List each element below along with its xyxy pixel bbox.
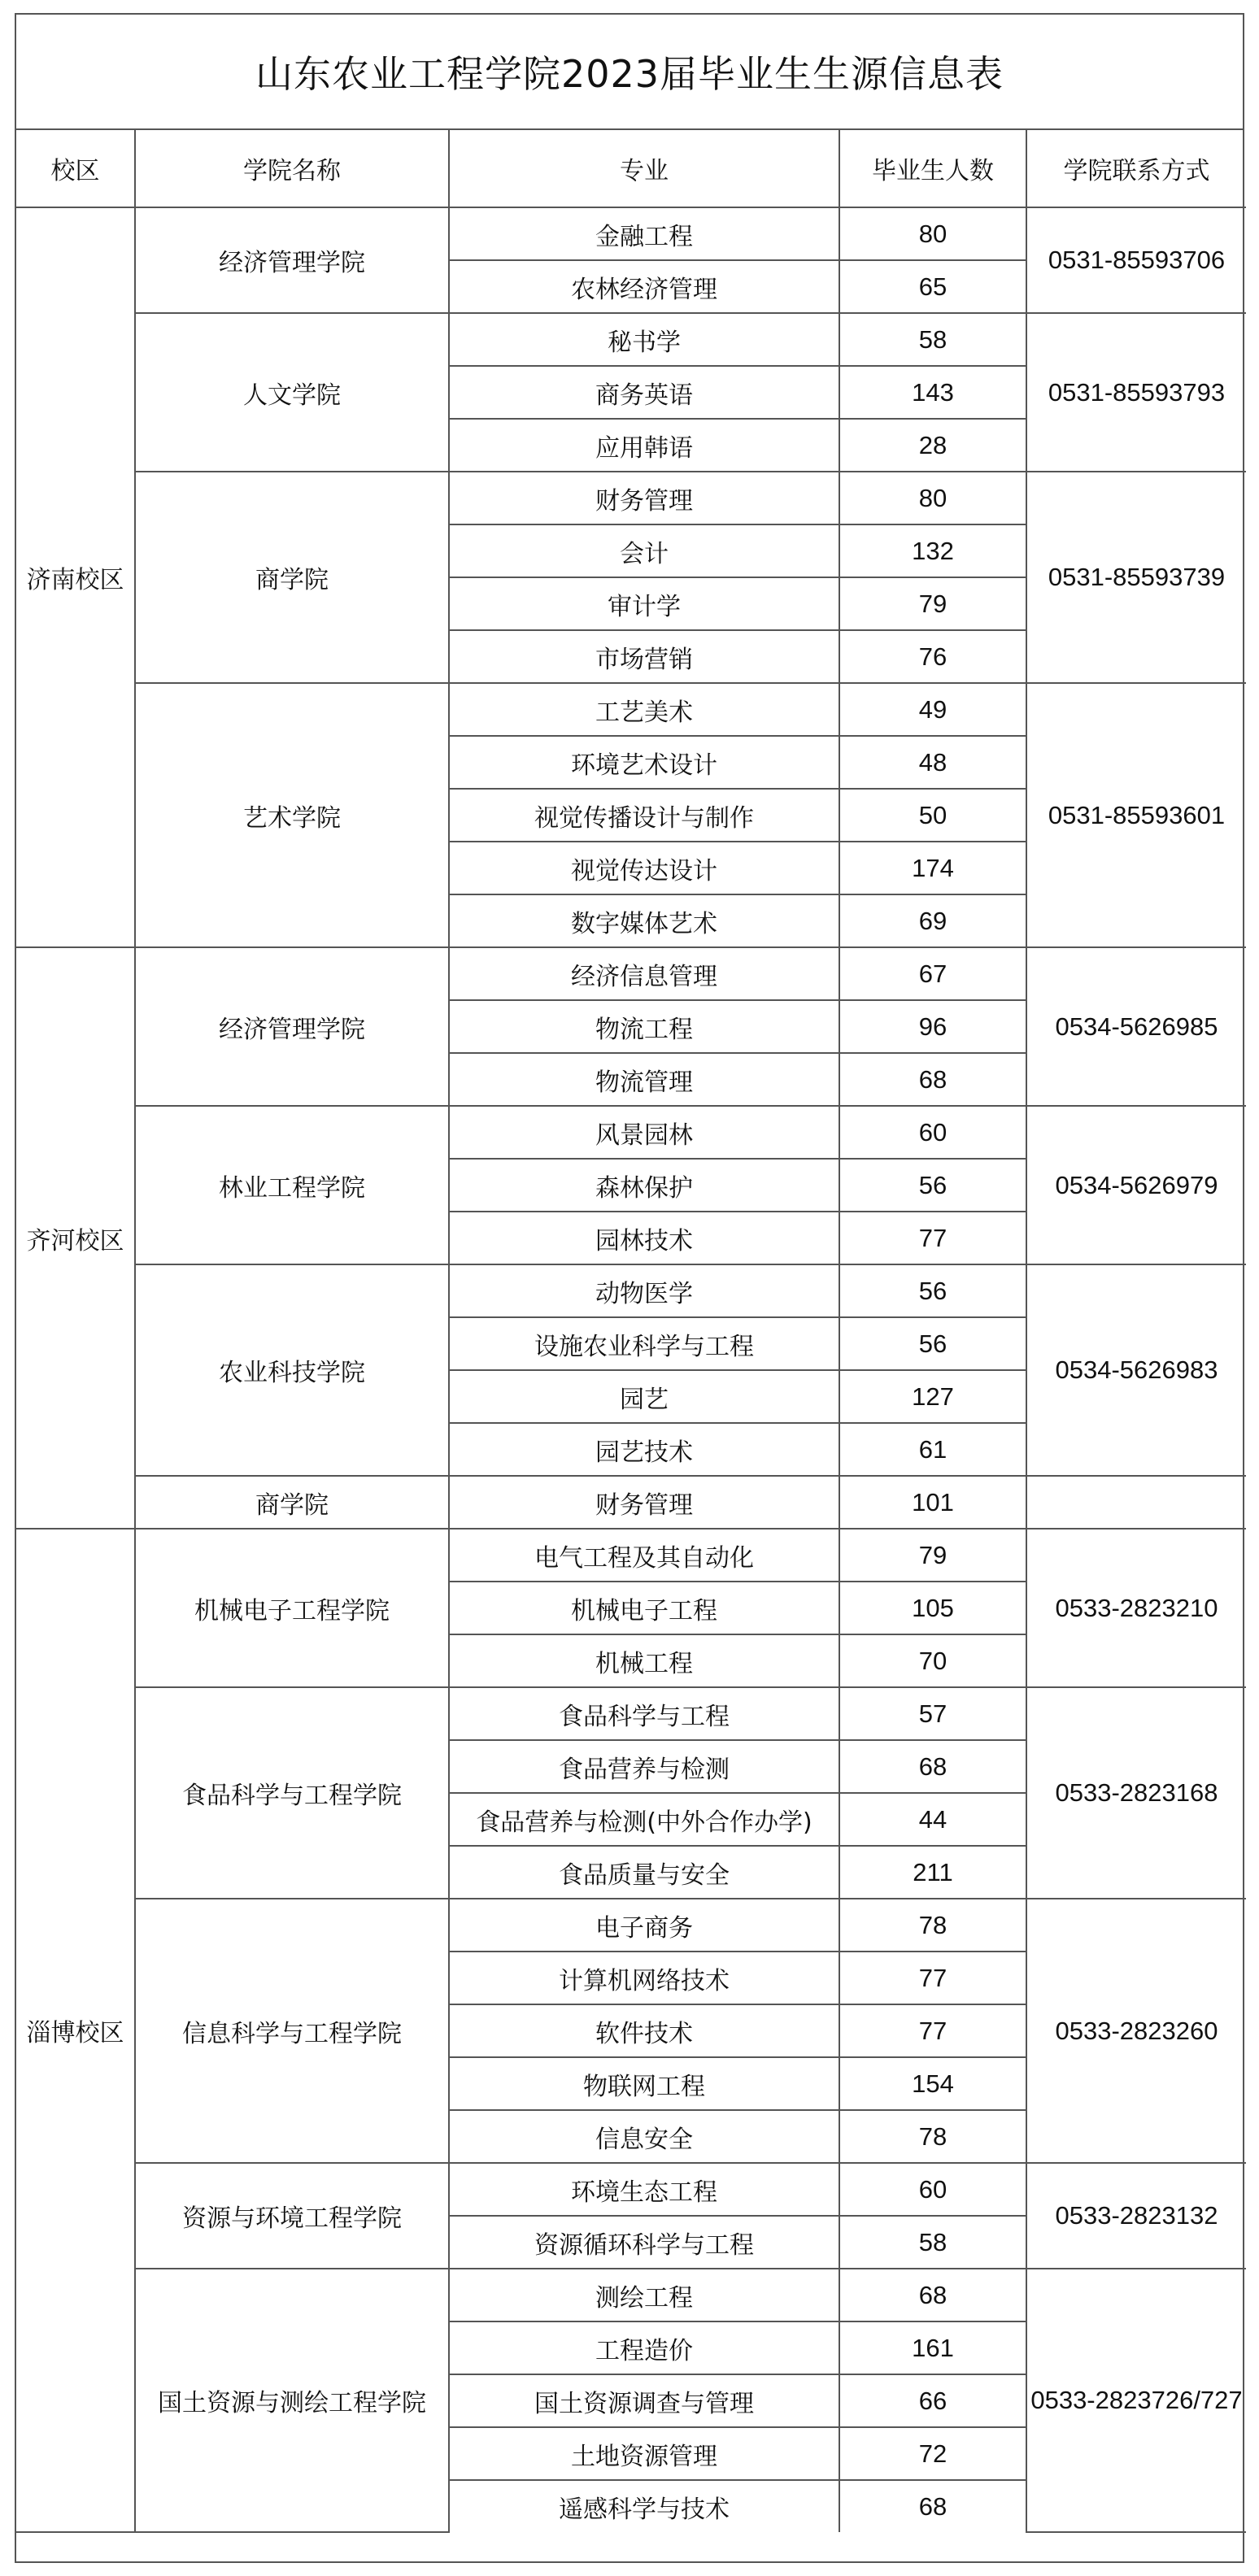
graduate-count: 56	[839, 1159, 1026, 1212]
major-name: 软件技术	[449, 2004, 839, 2057]
major-name: 信息安全	[449, 2110, 839, 2163]
college-phone: 0531-85593706	[1026, 207, 1246, 313]
college-name: 商学院	[135, 1476, 449, 1529]
college-phone: 0533-2823168	[1026, 1687, 1246, 1899]
major-name: 数字媒体艺术	[449, 894, 839, 947]
college-name: 林业工程学院	[135, 1106, 449, 1264]
page-title: 山东农业工程学院2023届毕业生生源信息表	[16, 15, 1243, 130]
table-row	[16, 207, 1246, 260]
graduate-count: 58	[839, 313, 1026, 366]
major-name: 审计学	[449, 577, 839, 630]
graduate-count: 57	[839, 1687, 1026, 1740]
graduate-table	[16, 130, 1246, 2533]
table-row	[16, 2163, 1246, 2216]
graduate-count: 44	[839, 1793, 1026, 1846]
major-name: 工艺美术	[449, 683, 839, 736]
college-phone: 0534-5626983	[1026, 1264, 1246, 1476]
major-name: 财务管理	[449, 1476, 839, 1529]
graduate-count: 79	[839, 1529, 1026, 1582]
college-name: 人文学院	[135, 313, 449, 472]
header-contact: 学院联系方式	[1026, 130, 1246, 207]
campus-name: 淄博校区	[16, 1529, 135, 2532]
table-row	[16, 1899, 1246, 1952]
info-sheet	[15, 13, 1244, 2563]
graduate-count: 101	[839, 1476, 1026, 1529]
college-phone	[1026, 1476, 1246, 1529]
graduate-count: 79	[839, 577, 1026, 630]
graduate-count: 68	[839, 1053, 1026, 1106]
major-name: 计算机网络技术	[449, 1952, 839, 2004]
graduate-count: 132	[839, 524, 1026, 577]
graduate-count: 68	[839, 1740, 1026, 1793]
graduate-count: 96	[839, 1000, 1026, 1053]
graduate-count: 65	[839, 260, 1026, 313]
graduate-count: 161	[839, 2321, 1026, 2374]
graduate-count: 70	[839, 1634, 1026, 1687]
table-row	[16, 313, 1246, 366]
graduate-count: 77	[839, 1952, 1026, 2004]
college-name: 国土资源与测绘工程学院	[135, 2269, 449, 2532]
campus-name: 齐河校区	[16, 947, 135, 1529]
college-phone: 0533-​2823726/727	[1026, 2269, 1246, 2532]
graduate-count: 68	[839, 2480, 1026, 2532]
college-name: 商学院	[135, 472, 449, 683]
college-phone: 0534-5626985	[1026, 947, 1246, 1106]
graduate-count: 72	[839, 2427, 1026, 2480]
major-name: 金融工程	[449, 207, 839, 260]
graduate-count: 67	[839, 947, 1026, 1000]
major-name: 农林经济管理	[449, 260, 839, 313]
major-name: 环境艺术设计	[449, 736, 839, 789]
college-phone: 0531-85593739	[1026, 472, 1246, 683]
college-phone: 0533-2823210	[1026, 1529, 1246, 1687]
major-name: 会计	[449, 524, 839, 577]
graduate-count: 69	[839, 894, 1026, 947]
college-name: 信息科学与工程学院	[135, 1899, 449, 2163]
graduate-count: 154	[839, 2057, 1026, 2110]
major-name: 视觉传达设计	[449, 842, 839, 894]
major-name: 视觉传播设计与制作	[449, 789, 839, 842]
table-body	[16, 207, 1246, 2532]
college-name: 资源与环境工程学院	[135, 2163, 449, 2269]
college-name: 机械电子工程学院	[135, 1529, 449, 1687]
major-name: 物联网工程	[449, 2057, 839, 2110]
graduate-count: 78	[839, 1899, 1026, 1952]
major-name: 经济信息管理	[449, 947, 839, 1000]
graduate-count: 60	[839, 2163, 1026, 2216]
major-name: 动物医学	[449, 1264, 839, 1317]
header-count: 毕业生人数	[839, 130, 1026, 207]
college-phone: 0534-5626979	[1026, 1106, 1246, 1264]
major-name: 环境生态工程	[449, 2163, 839, 2216]
major-name: 秘书学	[449, 313, 839, 366]
graduate-count: 77	[839, 2004, 1026, 2057]
graduate-count: 60	[839, 1106, 1026, 1159]
college-phone: 0533-2823132	[1026, 2163, 1246, 2269]
major-name: 遥感科学与技术	[449, 2480, 839, 2532]
major-name: 应用韩语	[449, 419, 839, 472]
major-name: 食品营养与检测(中外合作办学)	[449, 1793, 839, 1846]
major-name: 物流工程	[449, 1000, 839, 1053]
graduate-count: 211	[839, 1846, 1026, 1899]
major-name: 园艺技术	[449, 1423, 839, 1476]
table-row	[16, 1106, 1246, 1159]
graduate-count: 174	[839, 842, 1026, 894]
major-name: 市场营销	[449, 630, 839, 683]
college-phone: 0531-85593601	[1026, 683, 1246, 947]
major-name: 商务英语	[449, 366, 839, 419]
graduate-count: 127	[839, 1370, 1026, 1423]
table-row	[16, 1529, 1246, 1582]
major-name: 电气工程及其自动化	[449, 1529, 839, 1582]
table-row	[16, 2269, 1246, 2321]
graduate-count: 76	[839, 630, 1026, 683]
graduate-count: 143	[839, 366, 1026, 419]
major-name: 土地资源管理	[449, 2427, 839, 2480]
college-name: 艺术学院	[135, 683, 449, 947]
graduate-count: 48	[839, 736, 1026, 789]
table-row	[16, 1264, 1246, 1317]
college-name: 经济管理学院	[135, 207, 449, 313]
graduate-count: 66	[839, 2374, 1026, 2427]
major-name: 资源循环科学与工程	[449, 2216, 839, 2269]
graduate-count: 78	[839, 2110, 1026, 2163]
header-college: 学院名称	[135, 130, 449, 207]
major-name: 测绘工程	[449, 2269, 839, 2321]
graduate-count: 28	[839, 419, 1026, 472]
graduate-count: 49	[839, 683, 1026, 736]
graduate-count: 68	[839, 2269, 1026, 2321]
major-name: 财务管理	[449, 472, 839, 524]
graduate-count: 56	[839, 1317, 1026, 1370]
header-campus: 校区	[16, 130, 135, 207]
graduate-count: 80	[839, 207, 1026, 260]
major-name: 食品科学与工程	[449, 1687, 839, 1740]
graduate-count: 50	[839, 789, 1026, 842]
college-name: 经济管理学院	[135, 947, 449, 1106]
college-name: 农业科技学院	[135, 1264, 449, 1476]
campus-name: 济南校区	[16, 207, 135, 947]
major-name: 食品营养与检测	[449, 1740, 839, 1793]
graduate-count: 105	[839, 1582, 1026, 1634]
table-row	[16, 947, 1246, 1000]
table-row	[16, 1687, 1246, 1740]
graduate-count: 56	[839, 1264, 1026, 1317]
major-name: 森林保护	[449, 1159, 839, 1212]
table-row	[16, 472, 1246, 524]
header-major: 专业	[449, 130, 839, 207]
graduate-count: 58	[839, 2216, 1026, 2269]
major-name: 园林技术	[449, 1212, 839, 1264]
major-name: 机械电子工程	[449, 1582, 839, 1634]
major-name: 物流管理	[449, 1053, 839, 1106]
graduate-count: 61	[839, 1423, 1026, 1476]
college-name: 食品科学与工程学院	[135, 1687, 449, 1899]
graduate-count: 77	[839, 1212, 1026, 1264]
graduate-count: 80	[839, 472, 1026, 524]
table-row	[16, 683, 1246, 736]
major-name: 园艺	[449, 1370, 839, 1423]
major-name: 国土资源调查与管理	[449, 2374, 839, 2427]
table-row	[16, 1476, 1246, 1529]
major-name: 食品质量与安全	[449, 1846, 839, 1899]
college-phone: 0533-2823260	[1026, 1899, 1246, 2163]
major-name: 工程造价	[449, 2321, 839, 2374]
major-name: 设施农业科学与工程	[449, 1317, 839, 1370]
major-name: 电子商务	[449, 1899, 839, 1952]
major-name: 机械工程	[449, 1634, 839, 1687]
major-name: 风景园林	[449, 1106, 839, 1159]
college-phone: 0531-85593793	[1026, 313, 1246, 472]
